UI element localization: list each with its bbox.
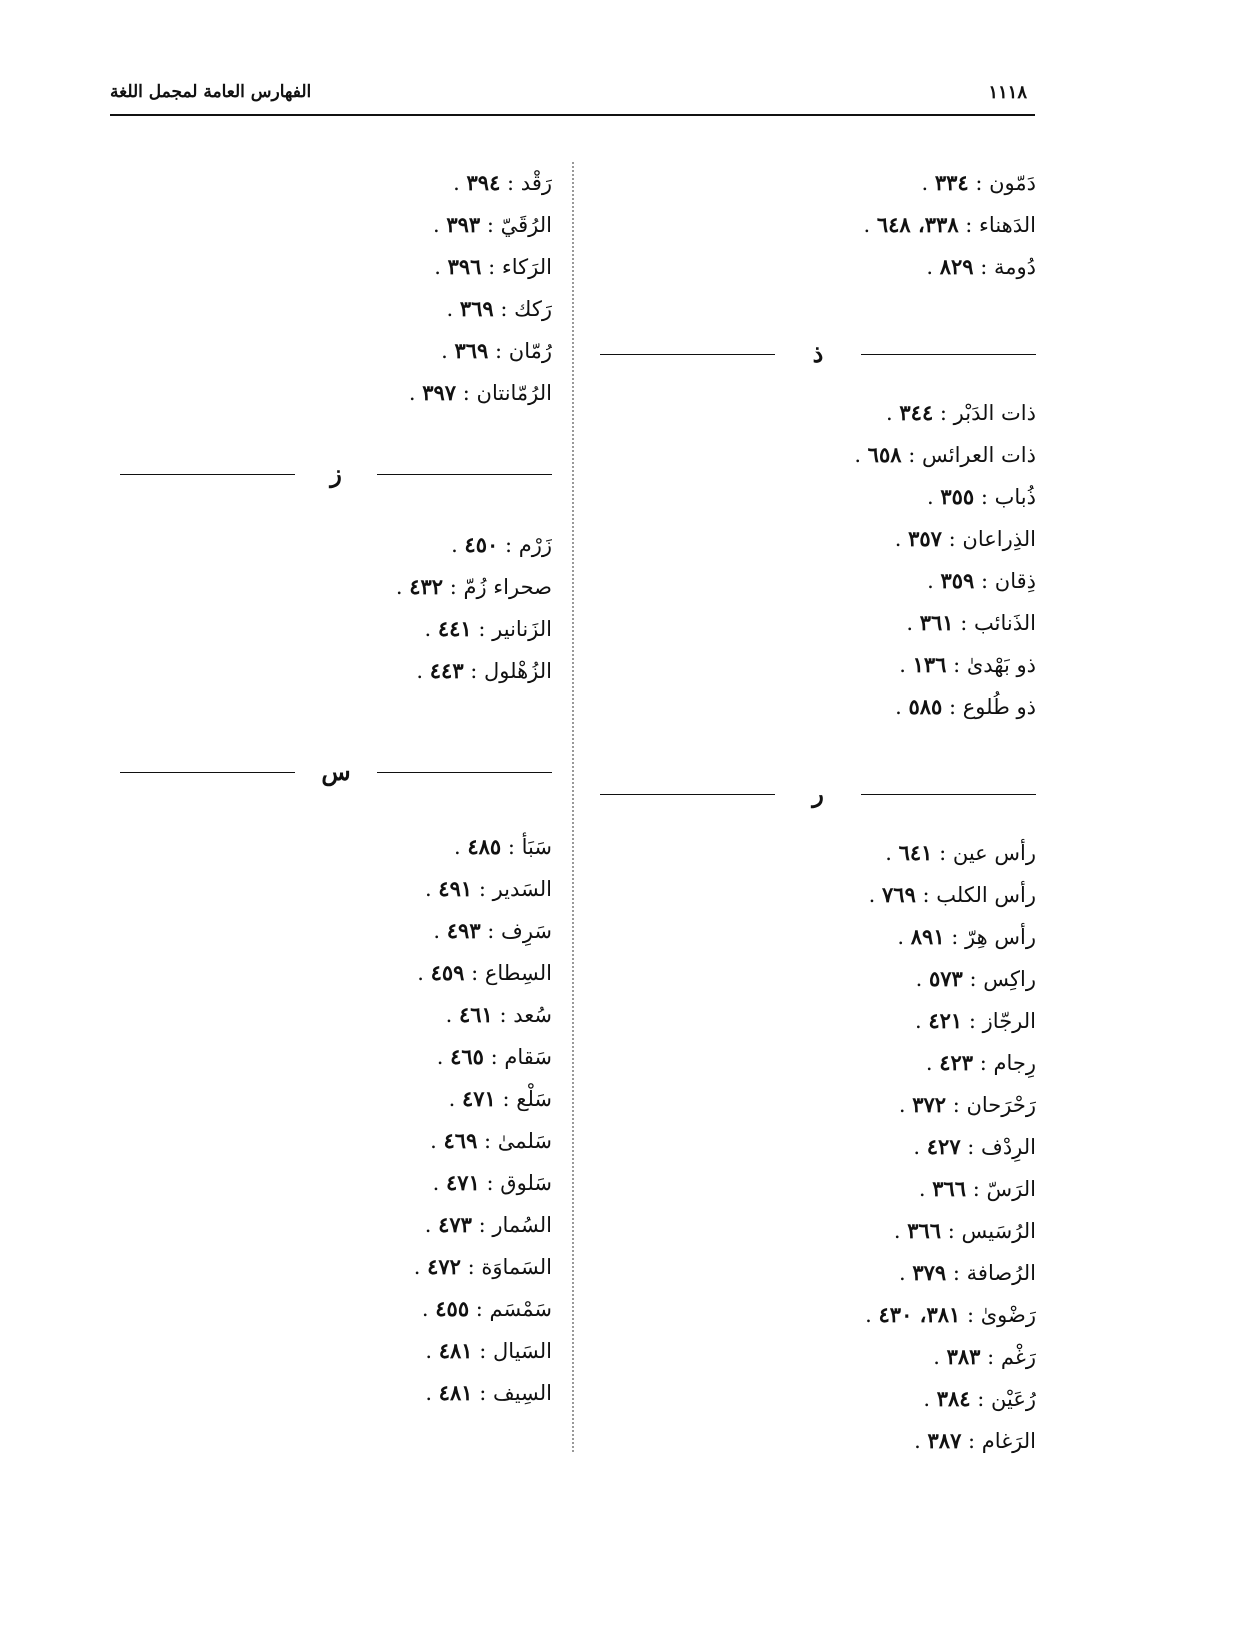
entry-list bbox=[600, 832, 1036, 1462]
index-entry bbox=[600, 392, 1036, 434]
entry-list bbox=[600, 392, 1036, 728]
entry-pages: ٣٩٤ bbox=[466, 170, 501, 195]
entry-separator: : bbox=[471, 617, 493, 641]
entry-name: سَرِف bbox=[501, 919, 552, 943]
entry-name: رَقْد bbox=[520, 171, 552, 195]
entry-period: . bbox=[885, 841, 899, 865]
entry-pages: ٣٦٦ bbox=[932, 1176, 967, 1201]
entry-name: الرجّاز bbox=[982, 1009, 1036, 1033]
entry-period: . bbox=[925, 1051, 940, 1075]
entry-name: رَضْوىٰ bbox=[980, 1303, 1036, 1327]
entry-pages: ٣٦٦ bbox=[907, 1218, 942, 1243]
entry-separator: : bbox=[953, 611, 975, 635]
entry-name: دُومة bbox=[994, 255, 1036, 279]
index-entry bbox=[600, 1126, 1036, 1168]
entry-pages: ٤٨٥ bbox=[467, 834, 502, 859]
entry-name: الزُهْلول bbox=[484, 659, 552, 683]
index-entry bbox=[600, 1378, 1036, 1420]
section-heading-ra bbox=[600, 774, 1036, 814]
entry-name: الدَهناء bbox=[979, 213, 1036, 237]
entry-separator: : bbox=[469, 1297, 490, 1321]
entry-period: . bbox=[886, 401, 900, 425]
entry-separator: : bbox=[915, 883, 937, 907]
entry-pages: ٤٩٣ bbox=[446, 918, 481, 943]
index-entry bbox=[600, 1294, 1036, 1336]
entry-separator: : bbox=[960, 1135, 982, 1159]
heading-rule bbox=[120, 772, 295, 773]
entry-separator: : bbox=[477, 1129, 498, 1153]
entry-separator: : bbox=[961, 1429, 982, 1453]
entry-separator: : bbox=[492, 1003, 514, 1027]
index-entry bbox=[600, 1420, 1036, 1462]
entry-separator: : bbox=[901, 443, 922, 467]
index-entry bbox=[600, 1000, 1036, 1042]
index-entry bbox=[600, 246, 1036, 288]
index-entry bbox=[600, 518, 1036, 560]
heading-rule bbox=[120, 474, 295, 475]
entry-pages: ٧٦٩ bbox=[882, 882, 916, 907]
entry-separator: : bbox=[960, 1303, 981, 1327]
entry-separator: : bbox=[498, 533, 519, 557]
entry-pages: ٥٨٥ bbox=[908, 694, 943, 719]
index-entry bbox=[600, 1210, 1036, 1252]
entry-period: . bbox=[433, 919, 447, 943]
entry-name: رَغْم bbox=[1000, 1345, 1036, 1369]
entry-name: السَيال bbox=[493, 1339, 552, 1363]
entry-separator: : bbox=[962, 967, 984, 991]
entry-separator: : bbox=[980, 1345, 1001, 1369]
entry-period: . bbox=[454, 835, 468, 859]
entry-separator: : bbox=[471, 1213, 493, 1237]
entry-separator: : bbox=[480, 919, 502, 943]
index-entry bbox=[600, 1336, 1036, 1378]
entry-separator: : bbox=[501, 835, 522, 859]
entry-period: . bbox=[915, 1009, 929, 1033]
entry-separator: : bbox=[443, 575, 464, 599]
heading-rule bbox=[861, 354, 1036, 355]
entry-separator: : bbox=[481, 255, 502, 279]
entry-name: الرُقَيّ bbox=[500, 213, 552, 237]
entry-period: . bbox=[914, 1429, 928, 1453]
index-entry bbox=[120, 1162, 552, 1204]
entry-separator: : bbox=[944, 925, 966, 949]
entry-pages: ٣٩٦ bbox=[447, 254, 482, 279]
entry-name: الرُمّانتان bbox=[476, 381, 552, 405]
entry-name: السِطاع bbox=[484, 961, 552, 985]
entry-name: سُعد bbox=[513, 1003, 552, 1027]
entry-pages: ٤٥٥ bbox=[435, 1296, 470, 1321]
entry-name: رَحْرَحان bbox=[966, 1093, 1036, 1117]
entry-name: الرُسَيس bbox=[961, 1219, 1036, 1243]
entry-period: . bbox=[416, 659, 430, 683]
entry-period: . bbox=[918, 1177, 933, 1201]
entry-name: رأس هِرّ bbox=[965, 925, 1036, 949]
entry-name: ذات الدَبْر bbox=[953, 401, 1036, 425]
index-entry bbox=[120, 910, 552, 952]
entry-name: السَماوَة bbox=[481, 1255, 552, 1279]
entry-pages: ٤٨١ bbox=[438, 1380, 473, 1405]
index-entry bbox=[600, 832, 1036, 874]
entry-name: الذَنائب bbox=[974, 611, 1036, 635]
entry-pages: ٤٦١ bbox=[458, 1002, 493, 1027]
index-entry bbox=[600, 1042, 1036, 1084]
entry-period: . bbox=[417, 961, 431, 985]
entry-separator: : bbox=[933, 401, 954, 425]
entry-period: . bbox=[441, 339, 455, 363]
entry-list bbox=[120, 524, 552, 692]
entry-period: . bbox=[424, 877, 439, 901]
entry-period: . bbox=[434, 255, 448, 279]
entry-pages: ٣٣٨، ٦٤٨ bbox=[876, 212, 959, 237]
entry-period: . bbox=[927, 569, 941, 593]
index-entry bbox=[600, 434, 1036, 476]
section-heading-zay bbox=[120, 454, 552, 494]
entry-name: سَلمىٰ bbox=[497, 1129, 552, 1153]
entry-period: . bbox=[926, 255, 940, 279]
heading-rule bbox=[600, 354, 775, 355]
entry-separator: : bbox=[460, 1255, 482, 1279]
entry-pages: ١٣٦ bbox=[912, 652, 947, 677]
entry-separator: : bbox=[463, 659, 485, 683]
index-entry bbox=[600, 476, 1036, 518]
index-entry bbox=[600, 644, 1036, 686]
entry-name: السَدير bbox=[492, 877, 552, 901]
entry-name: السِيف bbox=[492, 1381, 552, 1405]
index-entry bbox=[120, 204, 552, 246]
index-entry bbox=[120, 1288, 552, 1330]
entry-period: . bbox=[933, 1345, 947, 1369]
entry-separator: : bbox=[974, 569, 995, 593]
entry-name: الرَغام bbox=[981, 1429, 1036, 1453]
entry-list bbox=[600, 162, 1036, 288]
index-entry bbox=[120, 1120, 552, 1162]
index-entry bbox=[120, 952, 552, 994]
right-column bbox=[600, 162, 1036, 1462]
entry-pages: ٤٨١ bbox=[438, 1338, 473, 1363]
index-entry bbox=[120, 1372, 552, 1414]
entry-period: . bbox=[436, 1045, 451, 1069]
entry-pages: ٣٣٤ bbox=[934, 170, 969, 195]
entry-period: . bbox=[395, 575, 410, 599]
entry-period: . bbox=[923, 1387, 937, 1411]
entry-separator: : bbox=[946, 1261, 967, 1285]
entry-separator: : bbox=[962, 1009, 983, 1033]
entry-period: . bbox=[446, 297, 460, 321]
entry-period: . bbox=[868, 883, 883, 907]
heading-rule bbox=[600, 794, 775, 795]
entry-period: . bbox=[899, 1261, 913, 1285]
index-entry bbox=[120, 288, 552, 330]
entry-period: . bbox=[894, 527, 909, 551]
entry-period: . bbox=[906, 611, 920, 635]
entry-pages: ٣٧٢ bbox=[912, 1092, 947, 1117]
entry-name: الرُصافة bbox=[966, 1261, 1036, 1285]
entry-period: . bbox=[898, 1093, 913, 1117]
left-column bbox=[120, 162, 552, 1414]
index-entry bbox=[600, 916, 1036, 958]
entry-separator: : bbox=[483, 1045, 505, 1069]
entry-separator: : bbox=[973, 1051, 994, 1075]
entry-name: السُمار bbox=[492, 1213, 552, 1237]
index-entry bbox=[120, 524, 552, 566]
index-entry bbox=[120, 246, 552, 288]
entry-name: صحراء زُمّ bbox=[463, 575, 552, 599]
entry-name: راكِس bbox=[983, 967, 1036, 991]
entry-pages: ٦٥٨ bbox=[867, 442, 902, 467]
section-letter: س bbox=[321, 757, 351, 786]
entry-period: . bbox=[430, 1129, 444, 1153]
section-letter: ر bbox=[812, 779, 824, 808]
index-entry bbox=[600, 1084, 1036, 1126]
index-entry bbox=[120, 608, 552, 650]
entry-pages: ٤٥٩ bbox=[430, 960, 465, 985]
entry-name: الرَسّ bbox=[986, 1177, 1036, 1201]
section-heading-dhal bbox=[600, 334, 1036, 374]
entry-period: . bbox=[893, 1219, 908, 1243]
index-entry bbox=[120, 1204, 552, 1246]
entry-pages: ٣٦٩ bbox=[459, 296, 494, 321]
entry-name: الزَنانير bbox=[492, 617, 552, 641]
entry-name: دَمّون bbox=[989, 171, 1036, 195]
entry-period: . bbox=[897, 925, 911, 949]
entry-separator: : bbox=[932, 841, 953, 865]
entry-name: ذو بَهْدىٰ bbox=[966, 653, 1036, 677]
entry-period: . bbox=[895, 695, 909, 719]
index-entry bbox=[120, 650, 552, 692]
entry-period: . bbox=[913, 1135, 927, 1159]
entry-period: . bbox=[424, 1213, 439, 1237]
entry-pages: ٣٥٩ bbox=[940, 568, 975, 593]
entry-period: . bbox=[425, 1381, 439, 1405]
entry-name: رأس الكلب bbox=[936, 883, 1036, 907]
entry-period: . bbox=[453, 171, 467, 195]
entry-name: رَكك bbox=[514, 297, 552, 321]
entry-name: سَقام bbox=[504, 1045, 552, 1069]
entry-name: الرِدْف bbox=[981, 1135, 1036, 1159]
entry-name: زَرْم bbox=[518, 533, 552, 557]
section-letter: ذ bbox=[812, 339, 824, 368]
entry-pages: ٣٦٩ bbox=[454, 338, 489, 363]
entry-pages: ٥٧٣ bbox=[928, 966, 963, 991]
index-entry bbox=[120, 1330, 552, 1372]
entry-pages: ٣٥٧ bbox=[908, 526, 942, 551]
running-title: الفهارس العامة لمجمل اللغة bbox=[110, 82, 312, 102]
entry-period: . bbox=[424, 617, 438, 641]
index-entry bbox=[120, 162, 552, 204]
entry-separator: : bbox=[958, 213, 980, 237]
entry-name: ذات العرائس bbox=[921, 443, 1036, 467]
entry-period: . bbox=[448, 1087, 462, 1111]
index-entry bbox=[120, 330, 552, 372]
entry-pages: ٤٥٠ bbox=[464, 532, 499, 557]
entry-pages: ٣٨٣ bbox=[946, 1344, 981, 1369]
entry-list bbox=[120, 162, 552, 414]
entry-period: . bbox=[408, 381, 423, 405]
entry-name: سَلوق bbox=[500, 1171, 552, 1195]
section-heading-sin bbox=[120, 752, 552, 792]
entry-pages: ٤٧١ bbox=[446, 1170, 480, 1195]
page-number: ١١١٨ bbox=[988, 82, 1027, 103]
entry-pages: ٤٤١ bbox=[437, 616, 472, 641]
entry-pages: ٣٨١، ٤٣٠ bbox=[878, 1302, 961, 1327]
entry-pages: ٣٦١ bbox=[919, 610, 954, 635]
index-entry bbox=[600, 874, 1036, 916]
entry-list bbox=[120, 826, 552, 1414]
entry-period: . bbox=[432, 213, 447, 237]
entry-period: . bbox=[425, 1339, 439, 1363]
entry-name: سَمْسَم bbox=[489, 1297, 552, 1321]
index-entry bbox=[600, 162, 1036, 204]
entry-separator: : bbox=[480, 213, 501, 237]
heading-rule bbox=[377, 474, 552, 475]
entry-name: سَبَأ bbox=[521, 835, 552, 859]
entry-period: . bbox=[445, 1003, 459, 1027]
heading-rule bbox=[377, 772, 552, 773]
entry-separator: : bbox=[946, 653, 967, 677]
entry-pages: ٣٨٧ bbox=[927, 1428, 962, 1453]
entry-pages: ٤٩١ bbox=[438, 876, 473, 901]
entry-pages: ٤٦٥ bbox=[450, 1044, 484, 1069]
index-entry bbox=[600, 958, 1036, 1000]
entry-separator: : bbox=[974, 485, 995, 509]
entry-pages: ٣٧٩ bbox=[912, 1260, 947, 1285]
index-entry bbox=[120, 372, 552, 414]
index-entry bbox=[600, 602, 1036, 644]
index-entry bbox=[120, 826, 552, 868]
entry-pages: ٤٢١ bbox=[928, 1008, 963, 1033]
entry-separator: : bbox=[488, 339, 509, 363]
entry-separator: : bbox=[493, 297, 515, 321]
entry-period: . bbox=[899, 653, 913, 677]
entry-name: ذُباب bbox=[994, 485, 1036, 509]
index-entry bbox=[120, 1246, 552, 1288]
entry-separator: : bbox=[479, 1171, 501, 1195]
entry-period: . bbox=[854, 443, 868, 467]
entry-pages: ٣٩٣ bbox=[446, 212, 481, 237]
entry-pages: ٤٢٣ bbox=[939, 1050, 974, 1075]
entry-period: . bbox=[921, 171, 935, 195]
entry-name: سَلْع bbox=[516, 1087, 552, 1111]
entry-separator: : bbox=[464, 961, 485, 985]
entry-pages: ٤٧١ bbox=[461, 1086, 496, 1111]
entry-pages: ٤٧٣ bbox=[438, 1212, 472, 1237]
entry-name: الرَكاء bbox=[501, 255, 552, 279]
entry-pages: ٨٩١ bbox=[910, 924, 945, 949]
entry-separator: : bbox=[970, 1387, 991, 1411]
page-header bbox=[110, 80, 1035, 116]
entry-period: . bbox=[413, 1255, 428, 1279]
entry-period: . bbox=[451, 533, 465, 557]
entry-separator: : bbox=[941, 1219, 962, 1243]
entry-period: . bbox=[926, 485, 941, 509]
entry-separator: : bbox=[941, 527, 963, 551]
entry-separator: : bbox=[495, 1087, 517, 1111]
index-entry bbox=[600, 560, 1036, 602]
entry-separator: : bbox=[973, 255, 994, 279]
entry-pages: ٣٤٤ bbox=[899, 400, 934, 425]
entry-name: ذو طُلوع bbox=[962, 695, 1036, 719]
entry-separator: : bbox=[472, 1381, 493, 1405]
entry-separator: : bbox=[966, 1177, 987, 1201]
entry-name: رُعَيْن bbox=[991, 1387, 1036, 1411]
entry-separator: : bbox=[500, 171, 521, 195]
index-entry bbox=[600, 686, 1036, 728]
entry-separator: : bbox=[946, 1093, 967, 1117]
entry-pages: ٦٤١ bbox=[898, 840, 933, 865]
entry-name: رأس عين bbox=[952, 841, 1036, 865]
entry-pages: ٣٨٤ bbox=[936, 1386, 971, 1411]
entry-pages: ٨٢٩ bbox=[939, 254, 974, 279]
index-entry bbox=[600, 1252, 1036, 1294]
entry-name: ذِقان bbox=[994, 569, 1036, 593]
index-entry bbox=[120, 1078, 552, 1120]
index-entry bbox=[120, 994, 552, 1036]
entry-period: . bbox=[421, 1297, 436, 1321]
entry-pages: ٣٥٥ bbox=[940, 484, 975, 509]
heading-rule bbox=[861, 794, 1036, 795]
index-entry bbox=[120, 1036, 552, 1078]
index-entry bbox=[120, 868, 552, 910]
entry-pages: ٣٩٧ bbox=[422, 380, 457, 405]
entry-separator: : bbox=[942, 695, 963, 719]
entry-period: . bbox=[432, 1171, 447, 1195]
entry-period: . bbox=[865, 1303, 879, 1327]
index-entry bbox=[600, 204, 1036, 246]
entry-name: رِجام bbox=[993, 1051, 1036, 1075]
entry-name: الذِراعان bbox=[962, 527, 1036, 551]
entry-separator: : bbox=[472, 877, 493, 901]
entry-pages: ٤٤٣ bbox=[429, 658, 464, 683]
entry-separator: : bbox=[968, 171, 990, 195]
index-entry bbox=[120, 566, 552, 608]
entry-period: . bbox=[863, 213, 877, 237]
entry-pages: ٤٦٩ bbox=[443, 1128, 478, 1153]
entry-separator: : bbox=[456, 381, 477, 405]
entry-period: . bbox=[915, 967, 929, 991]
entry-separator: : bbox=[472, 1339, 494, 1363]
column-divider bbox=[572, 162, 574, 1452]
entry-pages: ٤٧٢ bbox=[427, 1254, 461, 1279]
entry-name: رُمّان bbox=[508, 339, 552, 363]
entry-pages: ٤٣٢ bbox=[409, 574, 444, 599]
entry-pages: ٤٢٧ bbox=[926, 1134, 961, 1159]
index-entry bbox=[600, 1168, 1036, 1210]
section-letter: ز bbox=[330, 459, 342, 488]
